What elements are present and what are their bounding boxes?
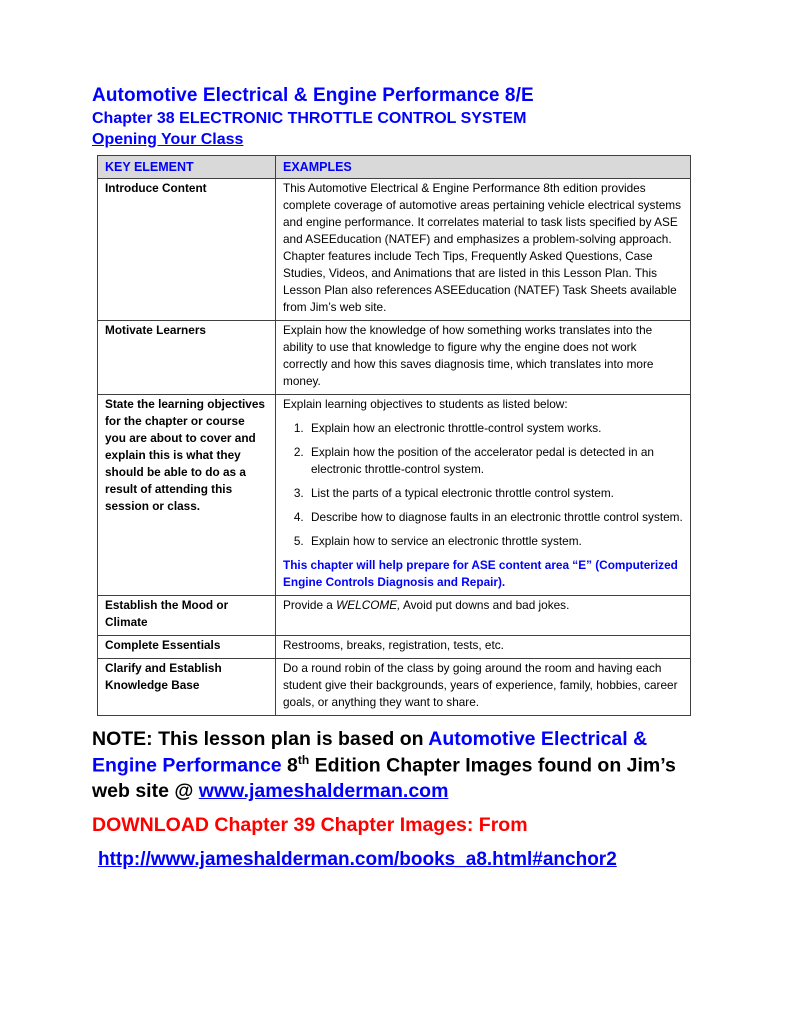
example-objectives <box>276 394 691 595</box>
key-element-label: State the learning objectives for the chapter or course you are about to cover and explain this is what they should be able to do as a result of attending this session or class. <box>98 394 276 595</box>
table-row-establish-mood <box>98 595 691 635</box>
lesson-plan-table <box>97 155 691 716</box>
table-row-clarify-knowledge-base <box>98 658 691 715</box>
key-element-label: Complete Essentials <box>98 635 276 658</box>
key-element-label: Establish the Mood or Climate <box>98 595 276 635</box>
example-text: Explain how the knowledge of how something works translates into the ability to use that knowledge to figure why the engine does not work correctly and how this saves diagnosis time, which translates into more money. <box>276 320 691 394</box>
page-title: Automotive Electrical & Engine Performance 8/E <box>92 85 534 106</box>
note-prefix: NOTE: This lesson plan is based on <box>92 727 429 750</box>
note-edition-number: 8 <box>281 754 298 777</box>
download-label: DOWNLOAD Chapter 39 Chapter Images: From <box>92 814 528 837</box>
example-welcome-italic: WELCOME, <box>336 597 401 612</box>
objective-item: 5. Explain how to service an electronic throttle system. <box>307 533 683 550</box>
download-url-line <box>98 849 696 871</box>
objective-item: 4. Describe how to diagnose faults in an electronic throttle control system. <box>307 509 683 526</box>
chapter-images-url-link[interactable]: http://www.jameshalderman.com/books_a8.html#anchor2 <box>98 849 617 871</box>
jameshalderman-link[interactable]: www.jameshalderman.com <box>198 780 449 803</box>
objective-item: 2. Explain how the position of the accelerator pedal is detected in an electronic throttle-control system. <box>307 444 683 478</box>
key-element-label: Introduce Content <box>98 179 276 321</box>
table-header-row <box>98 156 691 179</box>
column-header-examples: EXAMPLES <box>276 156 691 179</box>
example-text: Restrooms, breaks, registration, tests, etc. <box>276 635 691 658</box>
note-suffix: Edition Chapter Images found on Jim’s web site @ <box>92 754 676 803</box>
chapter-title: Chapter 38 ELECTRONIC THROTTLE CONTROL SYSTEM <box>92 110 527 127</box>
key-element-label: Motivate Learners <box>98 320 276 394</box>
note-book-title: Automotive Electrical & Engine Performance <box>92 727 648 777</box>
table-row-introduce-content <box>98 179 691 321</box>
table-row-complete-essentials <box>98 635 691 658</box>
example-text: This Automotive Electrical & Engine Performance 8th edition provides complete coverage of automotive areas pertaining vehicle electrical systems and engine performance. It correlates material to task lists specified by ASE and ASEEducation (NATEF) and emphasizes a problem-solving approach. Chapter features include Tech Tips, Frequently Asked Questions, Case Studies, Videos, and Animations that are listed in this Lesson Plan. This Lesson Plan also references ASEEducation (NATEF) Task Sheets available from Jim’s web site. <box>276 179 691 321</box>
table-row-motivate-learners <box>98 320 691 394</box>
column-header-key-element: KEY ELEMENT <box>98 156 276 179</box>
note-edition-superscript: th <box>297 752 310 767</box>
table-row-learning-objectives <box>98 394 691 595</box>
note-paragraph <box>92 726 704 805</box>
objectives-list <box>283 420 683 550</box>
example-text-part: Avoid put downs and bad jokes. <box>400 597 570 612</box>
example-text-part: Provide a <box>283 597 337 612</box>
key-element-label: Clarify and Establish Knowledge Base <box>98 658 276 715</box>
section-title: Opening Your Class <box>92 131 244 148</box>
objective-item: 3. List the parts of a typical electronic throttle control system. <box>307 485 683 502</box>
ase-content-area-note: This chapter will help prepare for ASE content area “E” (Computerized Engine Controls Diagnosis and Repair). <box>283 557 678 589</box>
example-text: Do a round robin of the class by going around the room and having each student give their backgrounds, years of experience, family, hobbies, career goals, or anything they want to share. <box>276 658 691 715</box>
example-text <box>276 595 691 635</box>
objective-item: 1. Explain how an electronic throttle-control system works. <box>307 420 683 437</box>
objectives-intro: Explain learning objectives to students as listed below: <box>283 396 568 411</box>
